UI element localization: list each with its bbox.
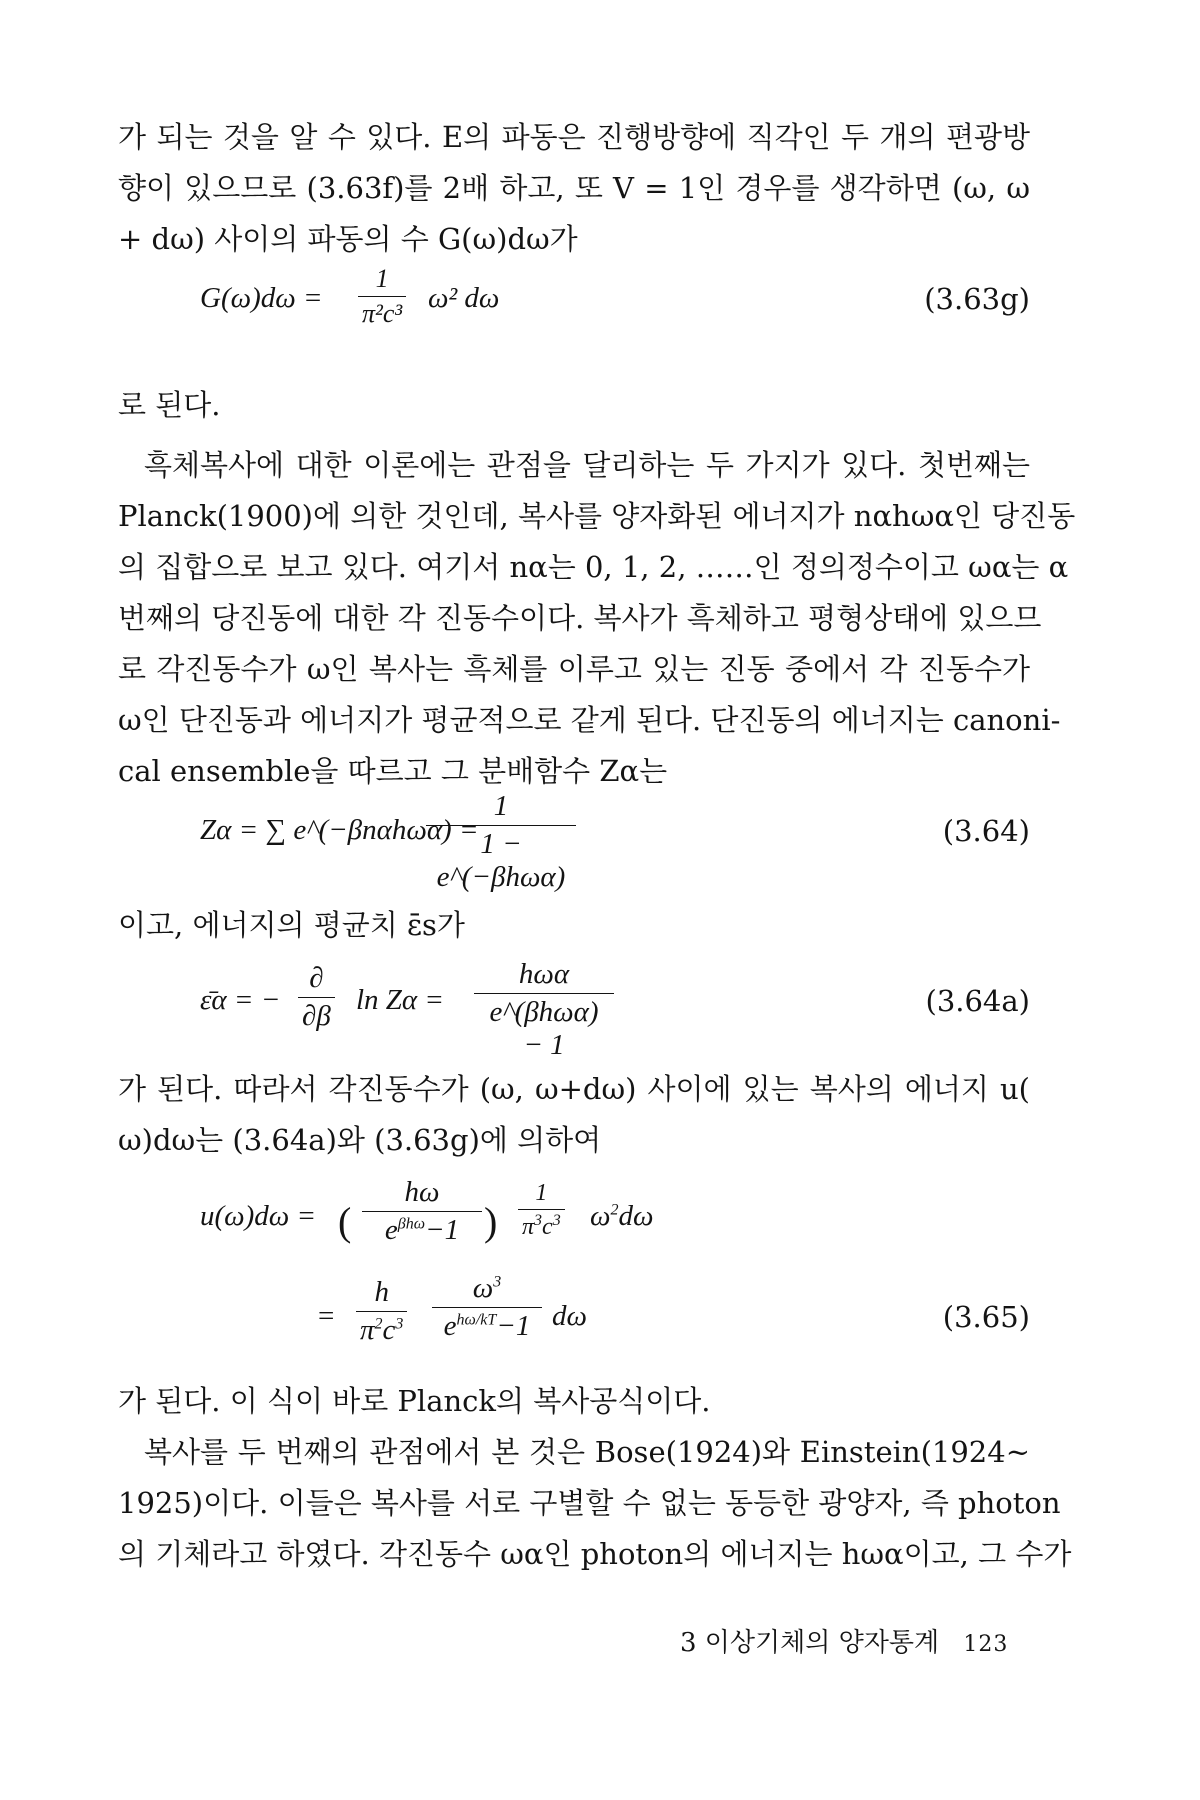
paragraph-2 xyxy=(118,380,1030,431)
fraction-numerator: hω xyxy=(362,1176,482,1212)
equation-fraction xyxy=(358,264,406,329)
equation-lhs: ε̄α = − xyxy=(200,984,281,1016)
fraction-numerator: 1 xyxy=(518,1180,565,1210)
equation-middle: ln Zα = xyxy=(356,984,444,1016)
paragraph-4 xyxy=(118,900,1030,951)
equation-fraction xyxy=(518,1180,565,1241)
equals-sign: = xyxy=(318,1300,335,1332)
equation-number: (3.64) xyxy=(942,814,1030,848)
text-line: 가 된다. 이 식이 바로 Planck의 복사공식이다. xyxy=(118,1384,711,1418)
equation-fraction xyxy=(432,1272,542,1343)
page-number: 123 xyxy=(963,1632,1009,1657)
fraction-numerator: h xyxy=(356,1276,407,1312)
equation-number: (3.65) xyxy=(942,1300,1030,1334)
text-line: 가 된다. 따라서 각진동수가 (ω, ω+dω) 사이에 있는 복사의 에너지 u( xyxy=(118,1072,1030,1106)
paragraph-3 xyxy=(118,440,1076,797)
fraction-denominator: $\pi^3c^3$ xyxy=(522,1212,561,1240)
fraction-denominator: $e^{\beta h\omega}-1$ xyxy=(384,1214,460,1246)
fraction-denominator: π²c³ xyxy=(362,299,403,328)
equation-term: $\omega^2d\omega$ xyxy=(590,1200,654,1232)
text-line: 흑체복사에 대한 이론에는 관점을 달리하는 두 가지가 있다. 첫번째는 xyxy=(144,448,1030,482)
text-line: 복사를 두 번째의 관점에서 본 것은 Bose(1924)와 Einstein(1924~ xyxy=(144,1435,1030,1469)
fraction-numerator: $\omega^3$ xyxy=(432,1272,542,1308)
equation-lhs: Zα = ∑ e^(−βnαhωα) = xyxy=(200,814,479,846)
fraction-numerator: ∂ xyxy=(298,962,335,998)
equation-fraction xyxy=(356,1276,407,1347)
text-line: ω인 단진동과 에너지가 평균적으로 같게 된다. 단진동의 에너지는 canoni- xyxy=(118,703,1061,737)
text-line: ω)dω는 (3.64a)와 (3.63g)에 의하여 xyxy=(118,1123,602,1157)
fraction-denominator: $e^{h\omega/kT}-1$ xyxy=(443,1310,531,1342)
equation-lhs: G(ω)dω = xyxy=(200,282,323,314)
text-line: 번째의 당진동에 대한 각 진동수이다. 복사가 흑체하고 평형상태에 있으므 xyxy=(118,601,1042,635)
equation-rhs: ω² dω xyxy=(428,282,500,314)
text-line: 로 각진동수가 ω인 복사는 흑체를 이루고 있는 진동 중에서 각 진동수가 xyxy=(118,652,1030,686)
text-line: + dω) 사이의 파동의 수 G(ω)dω가 xyxy=(118,222,578,256)
text-line: Planck(1900)에 의한 것인데, 복사를 양자화된 에너지가 nαhωα인 당진동 xyxy=(118,499,1076,533)
text-line: 1925)이다. 이들은 복사를 서로 구별할 수 없는 동등한 광양자, 즉 photon xyxy=(118,1486,1061,1520)
equation-number: (3.63g) xyxy=(924,282,1030,316)
running-footer xyxy=(680,1622,1008,1659)
paragraph-1 xyxy=(118,112,1030,265)
text-line: 향이 있으므로 (3.63f)를 2배 하고, 또 V = 1인 경우를 생각하면 (ω, ω xyxy=(118,171,1030,205)
text-line: 의 기체라고 하였다. 각진동수 ωα인 photon의 에너지는 hωα이고, 그 수가 xyxy=(118,1537,1072,1571)
paren-close: ) xyxy=(484,1199,498,1244)
equation-number: (3.64a) xyxy=(925,984,1030,1018)
text-line: 로 된다. xyxy=(118,388,221,422)
equation-fraction xyxy=(474,958,614,1062)
chapter-title: 3 이상기체의 양자통계 xyxy=(680,1628,940,1658)
equation-term: dω xyxy=(552,1300,587,1332)
equation-fraction xyxy=(426,790,576,894)
derivative-fraction xyxy=(298,962,335,1033)
paren-open: ( xyxy=(338,1199,352,1244)
text-line: 가 되는 것을 알 수 있다. E의 파동은 진행방향에 직각인 두 개의 편광방 xyxy=(118,120,1030,154)
equation-lhs: u(ω)dω = xyxy=(200,1200,317,1232)
text-line: cal ensemble을 따르고 그 분배함수 Zα는 xyxy=(118,754,668,788)
equation-fraction xyxy=(362,1176,482,1247)
paragraph-5 xyxy=(118,1064,1030,1166)
fraction-denominator: ∂β xyxy=(302,1000,331,1032)
fraction-denominator: 1 − e^(−βhωα) xyxy=(436,828,566,893)
fraction-numerator: hωα xyxy=(474,958,614,994)
fraction-numerator: 1 xyxy=(358,264,406,297)
paragraph-6 xyxy=(118,1376,1072,1580)
text-line: 이고, 에너지의 평균치 ε̄s가 xyxy=(118,908,465,942)
fraction-denominator: $\pi^2c^3$ xyxy=(360,1314,404,1346)
fraction-numerator: 1 xyxy=(426,790,576,826)
fraction-denominator: e^(βhωα) − 1 xyxy=(489,996,599,1061)
text-line: 의 집합으로 보고 있다. 여기서 nα는 0, 1, 2, ……인 정의정수이고 ωα는 α xyxy=(118,550,1069,584)
